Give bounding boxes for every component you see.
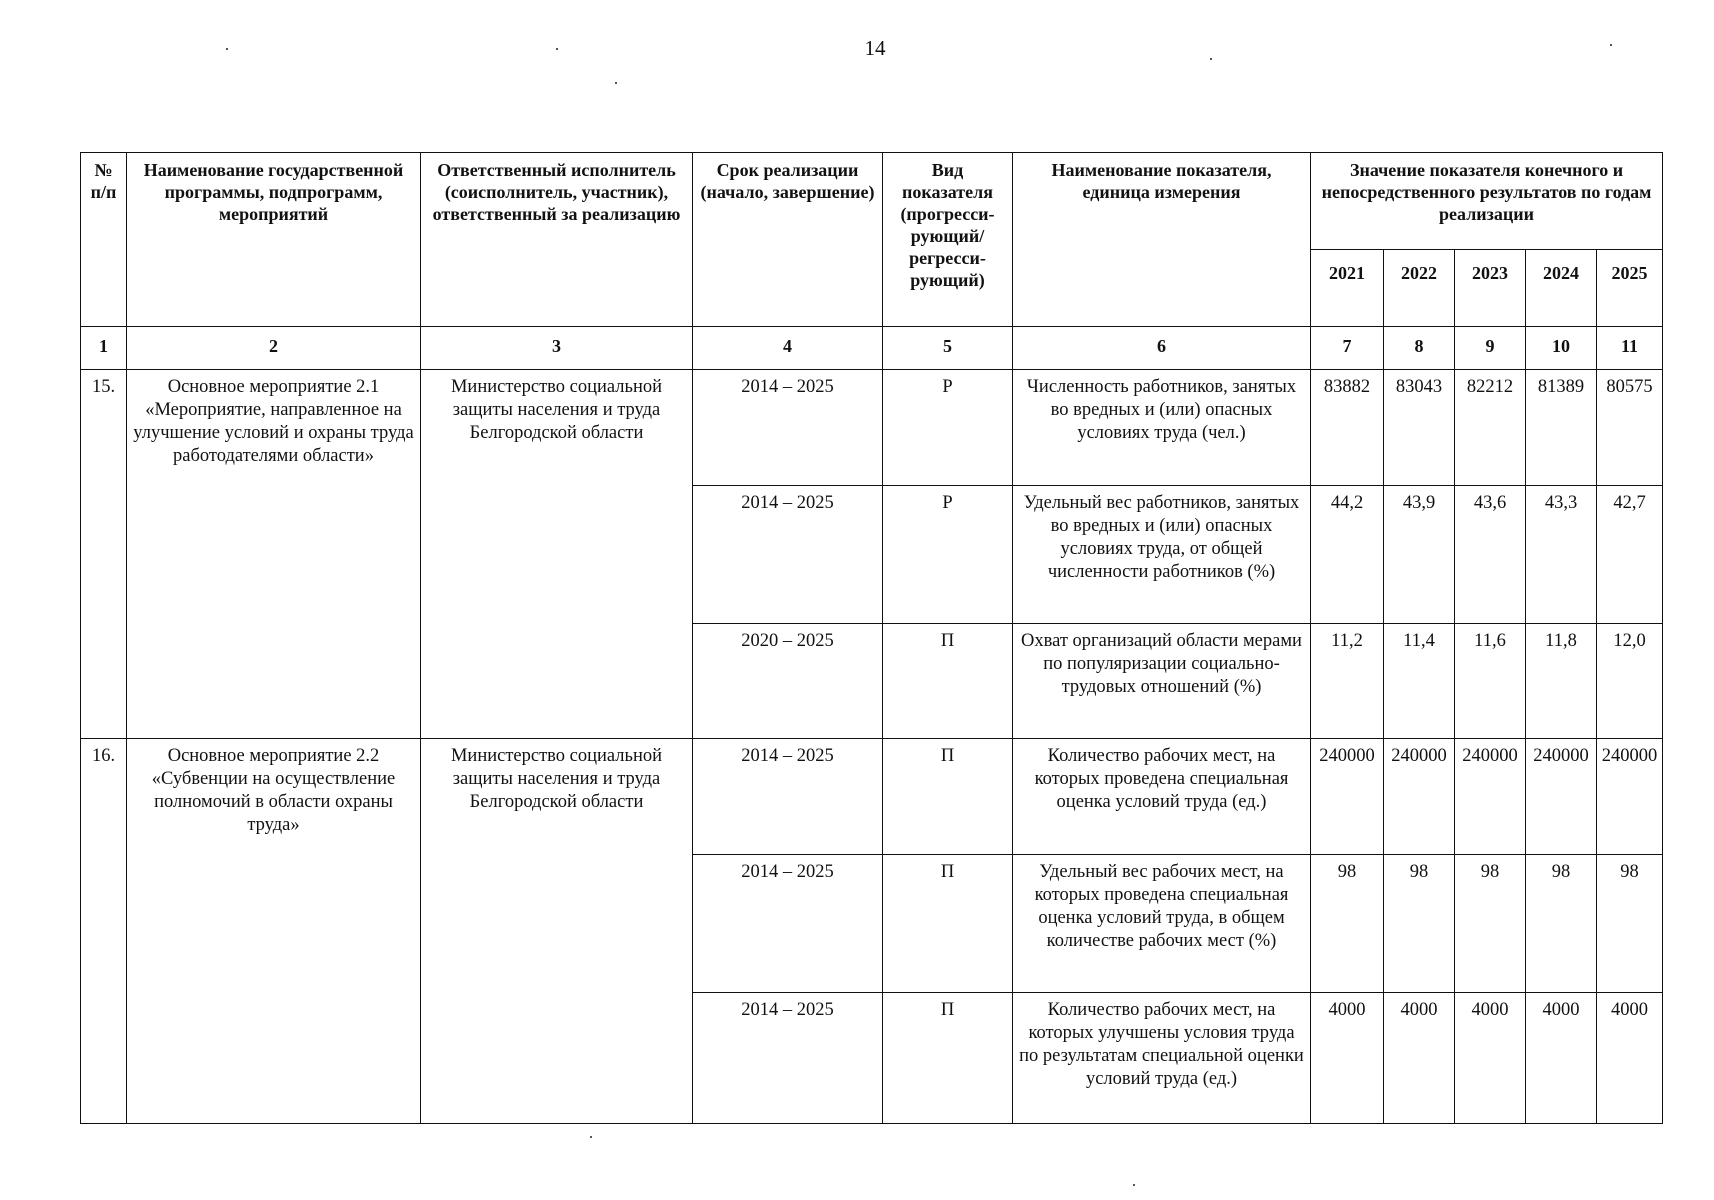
value-2021: 98 [1311,855,1384,993]
executor: Министерство социальной защиты населения и труда Белгородской области [421,739,693,1124]
value-2023: 43,6 [1455,486,1526,624]
header-values: Значение показателя конечного и непосредственного результатов по годам реализации [1311,153,1663,250]
value-2024: 81389 [1526,370,1597,486]
scan-speck [590,1136,592,1138]
indicator-name: Количество рабочих мест, на которых проведена специальная оценка условий труда (ед.) [1013,739,1311,855]
indicator-name: Численность работников, занятых во вредных и (или) опасных условиях труда (чел.) [1013,370,1311,486]
period: 2014 – 2025 [693,855,883,993]
page-number: 14 [864,36,886,60]
column-number: 6 [1013,327,1311,370]
value-2025: 98 [1597,855,1663,993]
indicator-type: Р [883,370,1013,486]
value-2023: 4000 [1455,993,1526,1124]
header-year: 2025 [1597,250,1663,327]
period: 2014 – 2025 [693,993,883,1124]
activity-name: Основное мероприятие 2.1 «Мероприятие, направленное на улучшение условий и охраны труда работодателями области» [127,370,421,739]
value-2021: 240000 [1311,739,1384,855]
value-2025: 80575 [1597,370,1663,486]
column-numbers-row [81,327,1663,370]
scan-speck [1133,1184,1135,1186]
indicator-type: П [883,624,1013,739]
indicator-type: П [883,739,1013,855]
value-2023: 98 [1455,855,1526,993]
column-number: 2 [127,327,421,370]
column-number: 8 [1384,327,1455,370]
value-2021: 83882 [1311,370,1384,486]
period: 2014 – 2025 [693,739,883,855]
header-executor: Ответственный исполнитель (соисполнитель, участник), ответственный за реализацию [421,153,693,327]
value-2024: 240000 [1526,739,1597,855]
column-number: 5 [883,327,1013,370]
value-2022: 98 [1384,855,1455,993]
header-year: 2023 [1455,250,1526,327]
row-number: 15. [81,370,127,739]
indicator-name: Удельный вес работников, занятых во вредных и (или) опасных условиях труда, от общей численности работников (%) [1013,486,1311,624]
header-year: 2022 [1384,250,1455,327]
scan-speck [1610,44,1612,46]
period: 2014 – 2025 [693,370,883,486]
table-row [81,370,1663,486]
header-type: Вид показателя (прогресси-рующий/ регресси-рующий) [883,153,1013,327]
table-row [81,739,1663,855]
header-period: Срок реализации (начало, завершение) [693,153,883,327]
value-2025: 240000 [1597,739,1663,855]
value-2021: 11,2 [1311,624,1384,739]
header-no: № п/п [81,153,127,327]
value-2024: 43,3 [1526,486,1597,624]
indicator-name: Удельный вес рабочих мест, на которых проведена специальная оценка условий труда, в общем количестве рабочих мест (%) [1013,855,1311,993]
column-number: 10 [1526,327,1597,370]
value-2025: 4000 [1597,993,1663,1124]
executor: Министерство социальной защиты населения и труда Белгородской области [421,370,693,739]
column-number: 1 [81,327,127,370]
scan-speck [226,48,228,50]
value-2025: 12,0 [1597,624,1663,739]
value-2022: 11,4 [1384,624,1455,739]
row-number: 16. [81,739,127,1124]
column-number: 7 [1311,327,1384,370]
value-2024: 98 [1526,855,1597,993]
header-year: 2024 [1526,250,1597,327]
indicators-table [80,152,1663,1124]
column-number: 4 [693,327,883,370]
value-2024: 4000 [1526,993,1597,1124]
period: 2014 – 2025 [693,486,883,624]
indicator-type: Р [883,486,1013,624]
column-number: 9 [1455,327,1526,370]
scan-speck [615,82,617,84]
activity-name: Основное мероприятие 2.2 «Субвенции на осуществление полномочий в области охраны труда» [127,739,421,1124]
value-2023: 82212 [1455,370,1526,486]
header-year: 2021 [1311,250,1384,327]
value-2022: 4000 [1384,993,1455,1124]
value-2022: 240000 [1384,739,1455,855]
value-2021: 44,2 [1311,486,1384,624]
value-2021: 4000 [1311,993,1384,1124]
column-number: 11 [1597,327,1663,370]
value-2025: 42,7 [1597,486,1663,624]
column-number: 3 [421,327,693,370]
value-2023: 11,6 [1455,624,1526,739]
indicator-type: П [883,993,1013,1124]
header-name: Наименование государственной программы, подпрограмм, мероприятий [127,153,421,327]
value-2022: 43,9 [1384,486,1455,624]
scan-speck [1210,58,1212,60]
value-2024: 11,8 [1526,624,1597,739]
indicator-name: Охват организаций области мерами по популяризации социально-трудовых отношений (%) [1013,624,1311,739]
indicator-type: П [883,855,1013,993]
value-2023: 240000 [1455,739,1526,855]
scan-speck [556,48,558,50]
indicator-name: Количество рабочих мест, на которых улучшены условия труда по результатам специальной оценки условий труда (ед.) [1013,993,1311,1124]
value-2022: 83043 [1384,370,1455,486]
period: 2020 – 2025 [693,624,883,739]
header-row [81,153,1663,250]
header-indicator: Наименование показателя, единица измерения [1013,153,1311,327]
